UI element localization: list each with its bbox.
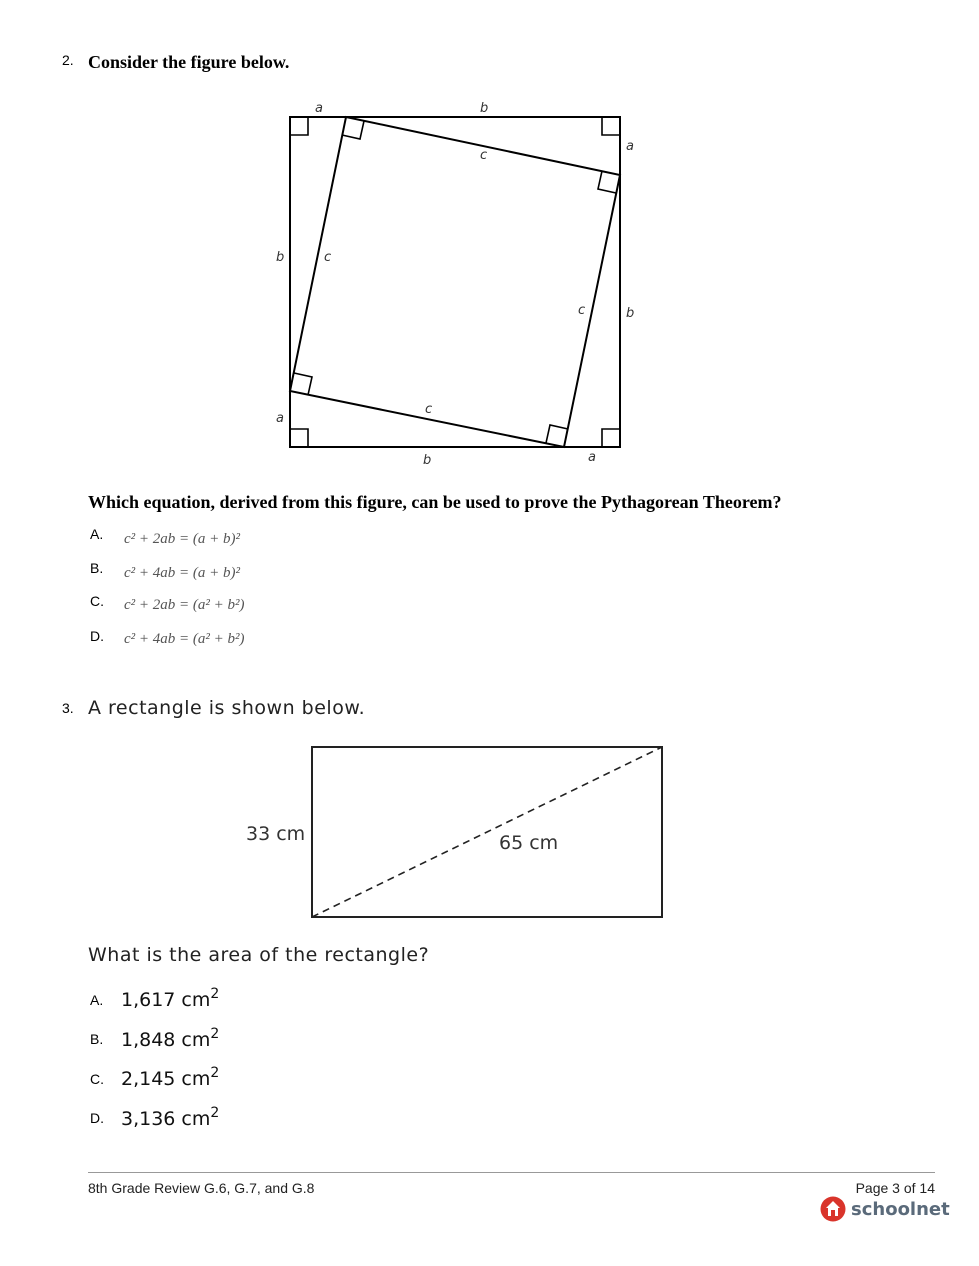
label-right-b: b — [626, 306, 635, 321]
house-icon — [820, 1196, 846, 1222]
rectangle-figure — [240, 740, 670, 925]
inner-square — [290, 117, 620, 447]
outer-square — [290, 117, 620, 447]
diagonal — [312, 747, 662, 917]
q3-choice-c-letter[interactable]: C. — [90, 1071, 104, 1087]
q3-prompt: A rectangle is shown below. — [88, 697, 366, 719]
q3-choice-b-letter[interactable]: B. — [90, 1031, 104, 1047]
label-right-a: a — [626, 139, 634, 154]
q2-choice-d-equation[interactable]: c² + 4ab = (a² + b²) — [124, 631, 245, 647]
q3-choice-a-value: 1,617 cm — [121, 989, 211, 1011]
q2-choice-a-equation[interactable]: c² + 2ab = (a + b)² — [124, 531, 241, 547]
footer-page: Page 3 of 14 — [855, 1180, 935, 1196]
pythagorean-figure — [270, 95, 640, 475]
label-top-b: b — [480, 101, 489, 116]
q2-choice-d-letter[interactable]: D. — [90, 628, 104, 644]
label-top-a: a — [315, 101, 323, 116]
label-bottom-a: a — [588, 450, 596, 465]
q3-number: 3. — [62, 700, 74, 716]
q3-choice-b-value: 1,848 cm — [121, 1029, 211, 1051]
q3-choice-d[interactable] — [121, 1105, 219, 1130]
q2-number: 2. — [62, 52, 74, 68]
label-diagonal: 65 cm — [499, 832, 559, 854]
q3-choice-d-exp: 2 — [210, 1105, 220, 1121]
q3-choice-c-value: 2,145 cm — [121, 1068, 211, 1090]
q2-choice-c-letter[interactable]: C. — [90, 593, 104, 609]
label-left-b: b — [276, 250, 285, 265]
q3-choice-c[interactable] — [121, 1065, 219, 1090]
q2-prompt: Consider the figure below. — [88, 52, 290, 72]
q3-choice-a-exp: 2 — [210, 986, 220, 1002]
q3-choice-d-letter[interactable]: D. — [90, 1110, 104, 1126]
q2-choice-a-letter[interactable]: A. — [90, 526, 104, 542]
label-c-top: c — [480, 148, 488, 163]
q2-question: Which equation, derived from this figure, can be used to prove the Pythagorean Theorem? — [88, 492, 782, 512]
label-c-right: c — [578, 303, 586, 318]
label-c-bottom: c — [425, 402, 433, 417]
q3-choice-c-exp: 2 — [210, 1065, 220, 1081]
q3-choice-b[interactable] — [121, 1026, 219, 1051]
label-c-left: c — [324, 250, 332, 265]
footer-title: 8th Grade Review G.6, G.7, and G.8 — [88, 1180, 315, 1196]
q2-choice-b-letter[interactable]: B. — [90, 560, 104, 576]
footer-divider — [88, 1172, 935, 1173]
logo-text: schoolnet — [851, 1198, 950, 1220]
q2-choice-b-equation[interactable]: c² + 4ab = (a + b)² — [124, 565, 241, 581]
label-height: 33 cm — [246, 823, 306, 845]
q3-choice-d-value: 3,136 cm — [121, 1108, 211, 1130]
q3-choice-a-letter[interactable]: A. — [90, 992, 104, 1008]
q3-choice-a[interactable] — [121, 986, 219, 1011]
label-left-a: a — [276, 411, 284, 426]
q2-choice-c-equation[interactable]: c² + 2ab = (a² + b²) — [124, 597, 245, 613]
q3-choice-b-exp: 2 — [210, 1026, 220, 1042]
q3-question: What is the area of the rectangle? — [88, 944, 430, 966]
schoolnet-logo — [820, 1195, 950, 1223]
label-bottom-b: b — [423, 453, 432, 468]
